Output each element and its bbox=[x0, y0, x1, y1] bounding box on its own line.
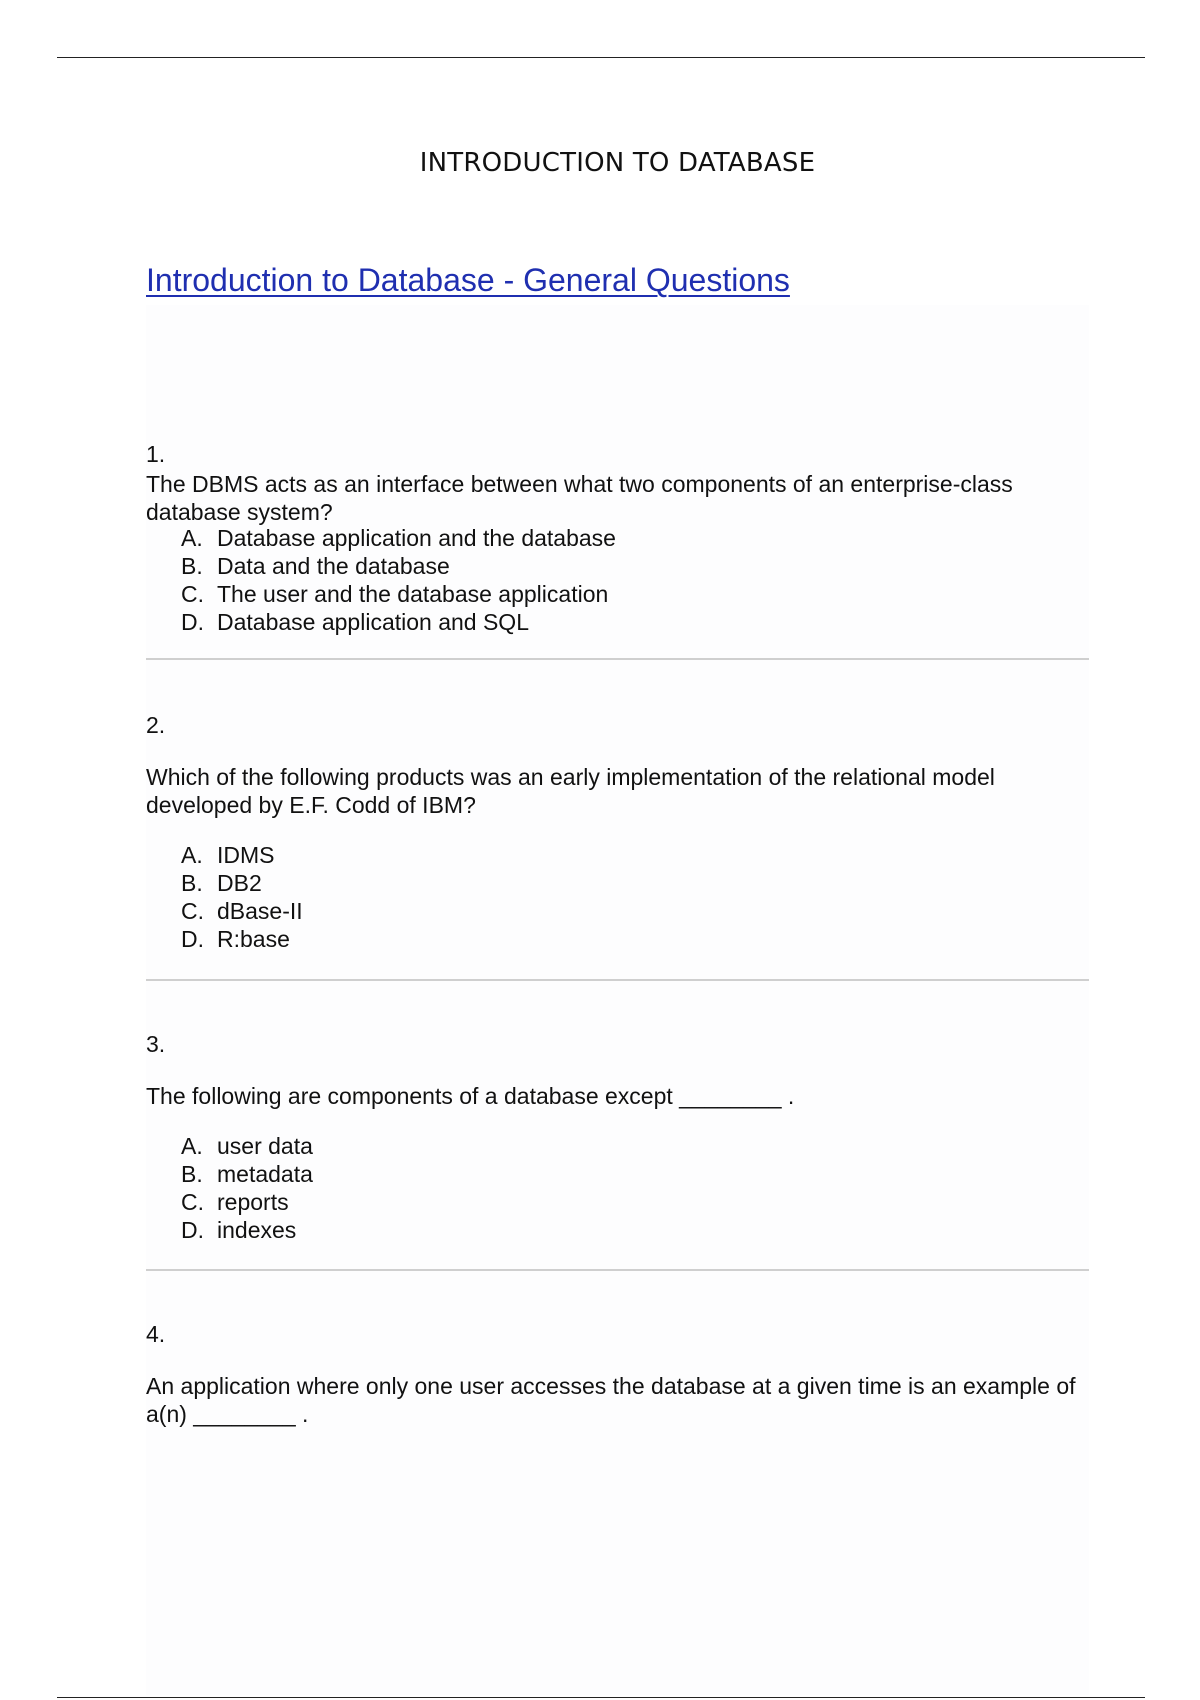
option-text: Database application and the database bbox=[217, 525, 616, 551]
question-2 bbox=[146, 711, 1089, 953]
option-letter: D. bbox=[181, 926, 204, 952]
option-text: DB2 bbox=[217, 870, 262, 896]
option-letter: D. bbox=[181, 609, 204, 635]
question-divider bbox=[146, 1269, 1089, 1271]
question-3 bbox=[146, 1030, 1089, 1244]
answer-option bbox=[181, 925, 1089, 953]
question-number: 2. bbox=[146, 712, 166, 738]
option-text: Data and the database bbox=[217, 553, 450, 579]
option-letter: C. bbox=[181, 1189, 204, 1215]
section-heading-link[interactable]: Introduction to Database - General Questions bbox=[146, 262, 790, 298]
option-text: indexes bbox=[217, 1217, 297, 1243]
answer-option bbox=[181, 608, 1089, 636]
question-text: The following are components of a database except ________ . bbox=[146, 1083, 795, 1109]
answer-option bbox=[181, 552, 1089, 580]
option-letter: B. bbox=[181, 553, 203, 579]
answer-option bbox=[181, 1132, 1089, 1160]
option-letter: A. bbox=[181, 842, 203, 868]
page-bottom-rule bbox=[57, 1697, 1145, 1698]
question-1 bbox=[146, 440, 1089, 636]
question-number: 4. bbox=[146, 1321, 166, 1347]
answer-option bbox=[181, 897, 1089, 925]
answer-option bbox=[181, 580, 1089, 608]
answer-option bbox=[181, 1216, 1089, 1244]
answer-options bbox=[146, 524, 1089, 636]
question-text: The DBMS acts as an interface between what two components of an enterprise-class database system? bbox=[146, 471, 1013, 525]
answer-options bbox=[146, 841, 1089, 953]
option-text: user data bbox=[217, 1133, 313, 1159]
question-number: 3. bbox=[146, 1031, 166, 1057]
option-letter: D. bbox=[181, 1217, 204, 1243]
answer-option bbox=[181, 1188, 1089, 1216]
option-text: The user and the database application bbox=[217, 581, 609, 607]
option-text: reports bbox=[217, 1189, 289, 1215]
option-text: IDMS bbox=[217, 842, 275, 868]
answer-option bbox=[181, 1160, 1089, 1188]
option-letter: C. bbox=[181, 898, 204, 924]
answer-options bbox=[146, 1132, 1089, 1244]
option-text: metadata bbox=[217, 1161, 313, 1187]
question-number: 1. bbox=[146, 441, 166, 467]
page-top-rule bbox=[57, 57, 1145, 58]
option-letter: C. bbox=[181, 581, 204, 607]
document-title: INTRODUCTION TO DATABASE bbox=[419, 148, 816, 178]
question-4 bbox=[146, 1320, 1089, 1428]
option-text: Database application and SQL bbox=[217, 609, 529, 635]
option-letter: A. bbox=[181, 525, 203, 551]
answer-option bbox=[181, 841, 1089, 869]
question-divider bbox=[146, 979, 1089, 981]
answer-option bbox=[181, 869, 1089, 897]
option-letter: A. bbox=[181, 1133, 203, 1159]
question-text: Which of the following products was an early implementation of the relational model developed by E.F. Codd of IBM? bbox=[146, 764, 995, 818]
option-letter: B. bbox=[181, 1161, 203, 1187]
answer-option bbox=[181, 524, 1089, 552]
option-text: R:base bbox=[217, 926, 290, 952]
question-text: An application where only one user accesses the database at a given time is an example of a(n) ________ . bbox=[146, 1373, 1076, 1427]
question-divider bbox=[146, 658, 1089, 660]
option-text: dBase-II bbox=[217, 898, 303, 924]
option-letter: B. bbox=[181, 870, 203, 896]
